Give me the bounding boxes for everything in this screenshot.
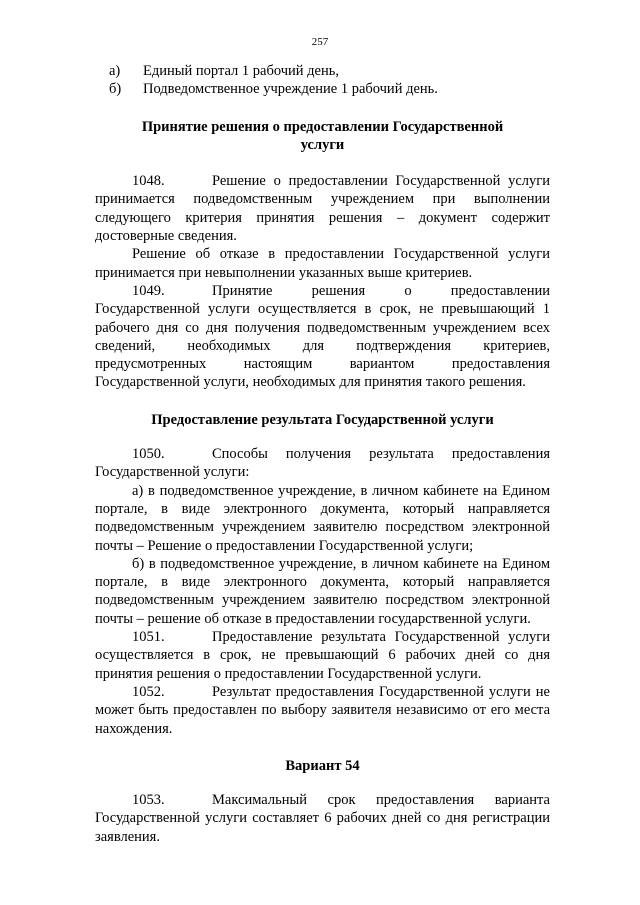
clause-text: Результат предоставления Государственной услуги не может быть предоставлен по выбору заявителя независимо от его места нахождения.: [95, 683, 550, 737]
section-heading-variant: Вариант 54: [285, 757, 360, 774]
paragraph-refusal: Решение об отказе в предоставлении Государственной услуги принимается при невыполнении указанных выше критериев.: [95, 246, 550, 281]
clause-number: 1053.: [132, 792, 165, 809]
clause-number: 1051.: [132, 629, 165, 646]
paragraph-1053: [95, 791, 550, 846]
clause-number: 1052.: [132, 683, 165, 700]
page-content: [95, 62, 550, 846]
clause-number: 1049.: [132, 282, 165, 299]
clause-text: Способы получения результата предоставления Государственной услуги:: [95, 446, 550, 481]
page-number: 257: [311, 36, 329, 48]
section-heading-decision: Принятие решения о предоставлении Государственной услуги: [141, 118, 504, 153]
paragraph-1049: [95, 282, 550, 392]
list-text: Подведомственное учреждение 1 рабочий день.: [143, 81, 438, 98]
list-item: [95, 62, 550, 80]
paragraph-1051: [95, 628, 550, 683]
clause-text: Решение о предоставлении Государственной услуги принимается подведомственным учреждением при выполнении следующего критерия принятия решения – документ содержит достоверные сведения.: [95, 173, 550, 245]
paragraph-1050: [95, 445, 550, 482]
paragraph-1050-b: б) в подведомственное учреждение, в личном кабинете на Едином портале, в виде электронного документа, который направляется подведомственным учреждением заявителю посредством электронной почты – решение об отказе в предоставлении государственной услуги.: [95, 555, 550, 627]
paragraph-1052: [95, 683, 550, 738]
paragraph-1048: [95, 172, 550, 245]
list-marker: а): [109, 63, 121, 79]
list-item: [95, 80, 550, 98]
clause-text: Максимальный срок предоставления варианта Государственной услуги составляет 6 рабочих дней со дня регистрации заявления.: [95, 792, 550, 845]
clause-number: 1050.: [132, 446, 165, 463]
clause-text: Предоставление результата Государственной услуги осуществляется в срок, не превышающий 6 рабочих дней со дня принятия решения о предоставлении Государственной услуги.: [95, 629, 550, 682]
paragraph-1050-a: а) в подведомственное учреждение, в личном кабинете на Едином портале, в виде электронного документа, который направляется подведомственным учреждением заявителю посредством электронной почты – Решение о предоставлении Государственной услуги;: [95, 482, 550, 554]
list-text: Единый портал 1 рабочий день,: [143, 63, 339, 79]
clause-number: 1048.: [132, 173, 165, 190]
list-marker: б): [109, 81, 122, 98]
clause-text: Принятие решения о предоставлении Государственной услуги осуществляется в срок, не превышающий 1 рабочего дня со дня получения подведомственным учреждением всех сведений, необходимых для подтверждения критериев, предусмотренных настоящим вариантом предоставления Государственной услуги, необходимых для принятия такого решения.: [95, 282, 550, 391]
section-heading-result: Предоставление результата Государственной услуги: [151, 411, 494, 428]
